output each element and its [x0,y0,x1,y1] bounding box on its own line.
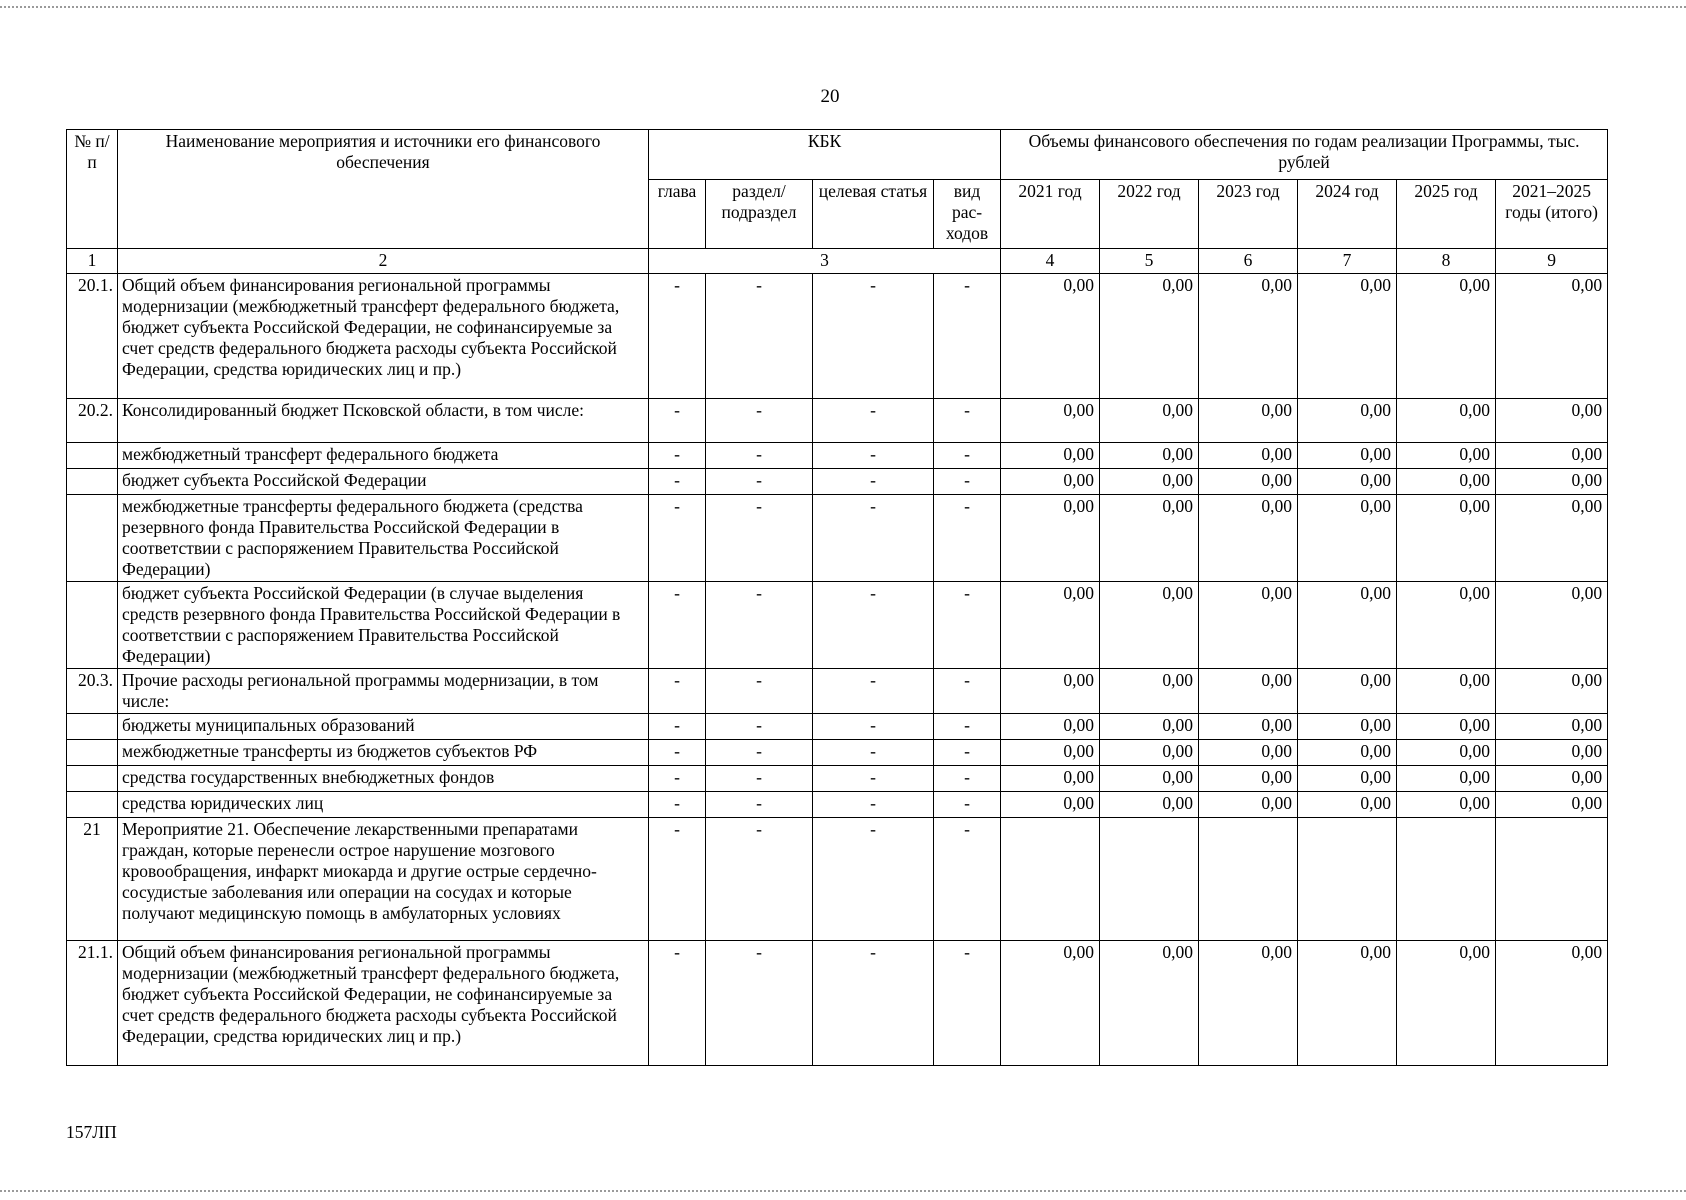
row-name: бюджет субъекта Российской Федерации [118,469,649,495]
value-total: 0,00 [1496,495,1608,582]
scan-edge-bottom [0,1190,1686,1198]
header-2021: 2021 год [1001,180,1100,249]
kbk-celevaya: - [813,399,934,443]
value-2024: 0,00 [1298,669,1397,714]
row-number [67,792,118,818]
row-name: средства государственных внебюджетных фондов [118,766,649,792]
kbk-celevaya: - [813,669,934,714]
kbk-glava: - [649,792,706,818]
kbk-razdel: - [706,792,813,818]
kbk-celevaya: - [813,469,934,495]
kbk-razdel: - [706,582,813,669]
value-2024: 0,00 [1298,443,1397,469]
value-2023: 0,00 [1199,495,1298,582]
value-2022: 0,00 [1100,766,1199,792]
value-2023: 0,00 [1199,274,1298,399]
kbk-vid: - [934,669,1001,714]
kbk-glava: - [649,740,706,766]
row-name: бюджеты муниципальных образований [118,714,649,740]
row-name: межбюджетные трансферты из бюджетов субъектов РФ [118,740,649,766]
value-2023: 0,00 [1199,740,1298,766]
kbk-razdel: - [706,495,813,582]
kbk-glava: - [649,495,706,582]
kbk-glava: - [649,669,706,714]
kbk-glava: - [649,714,706,740]
value-total: 0,00 [1496,766,1608,792]
row-number: 20.3. [67,669,118,714]
header-total: 2021–2025 годы (итого) [1496,180,1608,249]
value-2024: 0,00 [1298,740,1397,766]
value-2025: 0,00 [1397,399,1496,443]
value-2025: 0,00 [1397,582,1496,669]
table-body [67,274,1608,1066]
value-2024: 0,00 [1298,399,1397,443]
kbk-razdel: - [706,941,813,1066]
kbk-vid: - [934,714,1001,740]
colnum-6: 6 [1199,249,1298,274]
kbk-glava: - [649,274,706,399]
row-name: бюджет субъекта Российской Федерации (в случае выделения средств резервного фонда Правительства Российской Федерации в соответствии с распоряжением Правительства Российской Федерации) [118,582,649,669]
colnum-1: 1 [67,249,118,274]
row-name: Мероприятие 21. Обеспечение лекарственными препаратами граждан, которые перенесли острое нарушение мозгового кровообращения, инфаркт миокарда и другие острые сердечно-сосудистые заболевания или операции на сосудах и которые получают медицинскую помощь в амбулаторных условиях [118,818,649,941]
kbk-vid: - [934,766,1001,792]
table-row [67,469,1608,495]
header-2022: 2022 год [1100,180,1199,249]
table-row [67,582,1608,669]
row-name: Общий объем финансирования региональной программы модернизации (межбюджетный трансферт федерального бюджета, бюджет субъекта Российской Федерации, не софинансируемые за счет средств федерального бюджета расходы субъекта Российской Федерации, средства юридических лиц и пр.) [118,941,649,1066]
value-2023: 0,00 [1199,669,1298,714]
value-2021: 0,00 [1001,714,1100,740]
page-number: 20 [820,86,840,107]
row-number [67,766,118,792]
colnum-7: 7 [1298,249,1397,274]
value-2024: 0,00 [1298,274,1397,399]
table-row [67,766,1608,792]
value-2021: 0,00 [1001,740,1100,766]
header-celevaya: целевая статья [813,180,934,249]
row-name: Общий объем финансирования региональной программы модернизации (межбюджетный трансферт федерального бюджета, бюджет субъекта Российской Федерации, не софинансируемые за счет средств федерального бюджета расходы субъекта Российской Федерации, средства юридических лиц и пр.) [118,274,649,399]
kbk-razdel: - [706,669,813,714]
kbk-vid: - [934,582,1001,669]
kbk-glava: - [649,818,706,941]
header-razdel: раздел/ подраздел [706,180,813,249]
kbk-glava: - [649,941,706,1066]
value-2022: 0,00 [1100,669,1199,714]
value-2021: 0,00 [1001,941,1100,1066]
value-2022: 0,00 [1100,495,1199,582]
colnum-3: 3 [649,249,1001,274]
value-2021: 0,00 [1001,669,1100,714]
header-glava: глава [649,180,706,249]
value-2024: 0,00 [1298,766,1397,792]
value-2022 [1100,818,1199,941]
row-number [67,469,118,495]
kbk-celevaya: - [813,714,934,740]
kbk-razdel: - [706,399,813,443]
table-row [67,399,1608,443]
kbk-glava: - [649,582,706,669]
value-2025: 0,00 [1397,495,1496,582]
scan-edge-top [0,0,1686,8]
table-row [67,495,1608,582]
value-2023: 0,00 [1199,792,1298,818]
value-2025: 0,00 [1397,714,1496,740]
row-number: 21.1. [67,941,118,1066]
kbk-razdel: - [706,766,813,792]
value-2022: 0,00 [1100,941,1199,1066]
value-2021: 0,00 [1001,495,1100,582]
kbk-celevaya: - [813,582,934,669]
table-row [67,669,1608,714]
row-number [67,495,118,582]
colnum-5: 5 [1100,249,1199,274]
kbk-vid: - [934,740,1001,766]
value-2021: 0,00 [1001,399,1100,443]
kbk-celevaya: - [813,818,934,941]
kbk-vid: - [934,941,1001,1066]
value-2021: 0,00 [1001,792,1100,818]
value-2022: 0,00 [1100,469,1199,495]
value-2024: 0,00 [1298,941,1397,1066]
value-total: 0,00 [1496,740,1608,766]
kbk-glava: - [649,766,706,792]
kbk-vid: - [934,443,1001,469]
value-2023: 0,00 [1199,766,1298,792]
value-2022: 0,00 [1100,399,1199,443]
value-2021: 0,00 [1001,469,1100,495]
kbk-vid: - [934,792,1001,818]
value-total: 0,00 [1496,792,1608,818]
colnum-9: 9 [1496,249,1608,274]
value-2023: 0,00 [1199,582,1298,669]
table-row [67,714,1608,740]
value-2023: 0,00 [1199,941,1298,1066]
header-name: Наименование мероприятия и источники его финансового обеспечения [118,130,649,249]
row-name: Консолидированный бюджет Псковской области, в том числе: [118,399,649,443]
kbk-vid: - [934,469,1001,495]
value-2024: 0,00 [1298,792,1397,818]
kbk-razdel: - [706,714,813,740]
value-2025: 0,00 [1397,274,1496,399]
row-name: межбюджетные трансферты федерального бюджета (средства резервного фонда Правительства Российской Федерации в соответствии с распоряжением Правительства Российской Федерации) [118,495,649,582]
kbk-glava: - [649,443,706,469]
value-2023: 0,00 [1199,399,1298,443]
colnum-8: 8 [1397,249,1496,274]
value-2023 [1199,818,1298,941]
row-name: межбюджетный трансферт федерального бюджета [118,443,649,469]
value-2023: 0,00 [1199,443,1298,469]
table-row [67,443,1608,469]
kbk-vid: - [934,495,1001,582]
kbk-celevaya: - [813,274,934,399]
header-volumes: Объемы финансового обеспечения по годам реализации Программы, тыс. рублей [1001,130,1608,180]
value-2023: 0,00 [1199,469,1298,495]
value-2024: 0,00 [1298,582,1397,669]
header-2025: 2025 год [1397,180,1496,249]
value-total: 0,00 [1496,399,1608,443]
value-total [1496,818,1608,941]
kbk-vid: - [934,274,1001,399]
value-2025: 0,00 [1397,469,1496,495]
kbk-razdel: - [706,443,813,469]
value-2021: 0,00 [1001,443,1100,469]
value-2024: 0,00 [1298,469,1397,495]
value-2022: 0,00 [1100,274,1199,399]
kbk-razdel: - [706,740,813,766]
kbk-vid: - [934,818,1001,941]
row-number: 21 [67,818,118,941]
header-2023: 2023 год [1199,180,1298,249]
table-row [67,941,1608,1066]
kbk-razdel: - [706,818,813,941]
table-row [67,818,1608,941]
value-2025: 0,00 [1397,941,1496,1066]
value-2025: 0,00 [1397,443,1496,469]
value-2022: 0,00 [1100,792,1199,818]
kbk-glava: - [649,399,706,443]
kbk-razdel: - [706,469,813,495]
kbk-celevaya: - [813,495,934,582]
row-number [67,714,118,740]
value-total: 0,00 [1496,941,1608,1066]
row-number: 20.1. [67,274,118,399]
table-row [67,740,1608,766]
row-number [67,443,118,469]
value-2021: 0,00 [1001,766,1100,792]
kbk-vid: - [934,399,1001,443]
value-2021: 0,00 [1001,274,1100,399]
value-2024: 0,00 [1298,714,1397,740]
kbk-celevaya: - [813,941,934,1066]
financing-table [66,129,1608,1066]
header-2024: 2024 год [1298,180,1397,249]
value-total: 0,00 [1496,469,1608,495]
kbk-celevaya: - [813,792,934,818]
value-total: 0,00 [1496,582,1608,669]
table-header [67,130,1608,274]
row-number [67,740,118,766]
kbk-glava: - [649,469,706,495]
row-number: 20.2. [67,399,118,443]
value-2022: 0,00 [1100,740,1199,766]
value-2022: 0,00 [1100,582,1199,669]
value-2025 [1397,818,1496,941]
kbk-celevaya: - [813,443,934,469]
kbk-celevaya: - [813,766,934,792]
value-2025: 0,00 [1397,740,1496,766]
colnum-4: 4 [1001,249,1100,274]
value-2025: 0,00 [1397,792,1496,818]
header-kbk: КБК [649,130,1001,180]
row-number [67,582,118,669]
header-num: № п/п [67,130,118,249]
value-total: 0,00 [1496,669,1608,714]
value-total: 0,00 [1496,714,1608,740]
value-2025: 0,00 [1397,766,1496,792]
value-2024: 0,00 [1298,495,1397,582]
footer-code: 157ЛП [66,1122,117,1142]
row-name: Прочие расходы региональной программы модернизации, в том числе: [118,669,649,714]
value-2022: 0,00 [1100,714,1199,740]
value-2025: 0,00 [1397,669,1496,714]
value-2023: 0,00 [1199,714,1298,740]
row-name: средства юридических лиц [118,792,649,818]
colnum-2: 2 [118,249,649,274]
table-row [67,274,1608,399]
value-2024 [1298,818,1397,941]
table-row [67,792,1608,818]
value-total: 0,00 [1496,274,1608,399]
value-2022: 0,00 [1100,443,1199,469]
value-2021 [1001,818,1100,941]
value-2021: 0,00 [1001,582,1100,669]
value-total: 0,00 [1496,443,1608,469]
header-vid: вид рас- ходов [934,180,1001,249]
kbk-celevaya: - [813,740,934,766]
kbk-razdel: - [706,274,813,399]
